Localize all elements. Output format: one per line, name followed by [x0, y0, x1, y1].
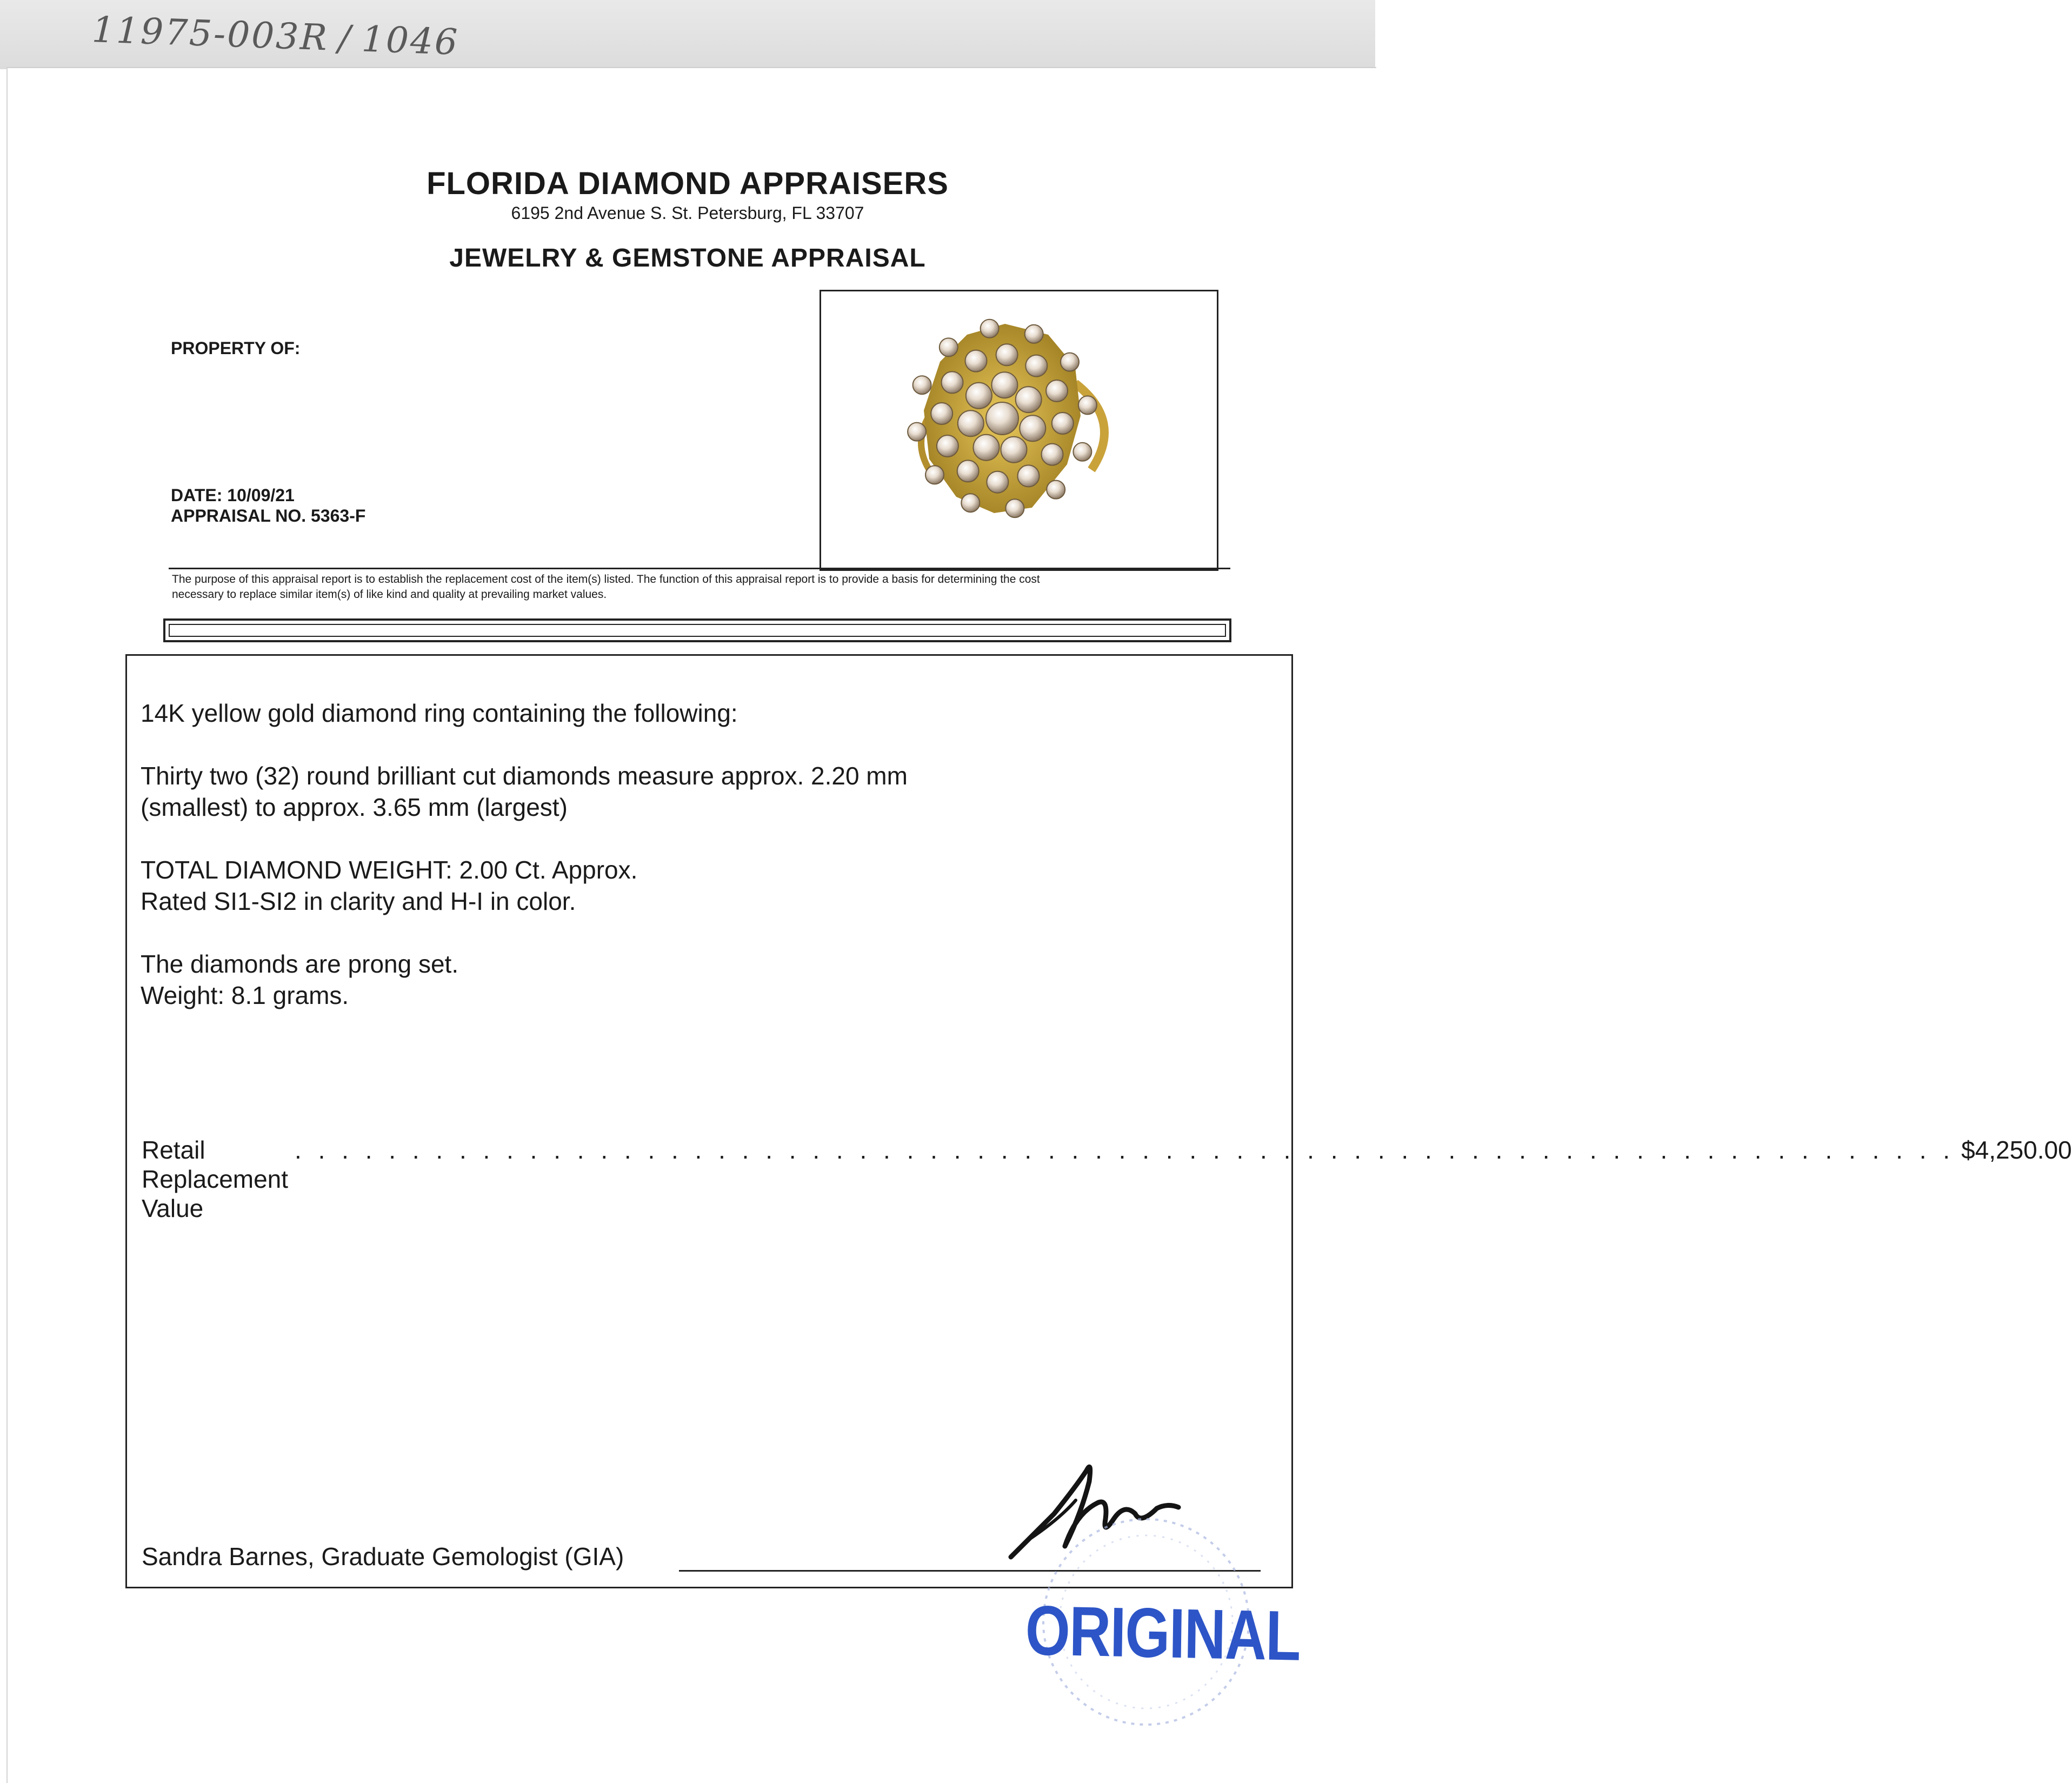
- ring-photo-frame: [820, 290, 1218, 571]
- diamond-stone: [1046, 380, 1068, 402]
- diamond-stone: [965, 350, 987, 372]
- diamond-stone: [1042, 444, 1063, 465]
- company-address: 6195 2nd Avenue S. St. Petersburg, FL 33707: [511, 203, 864, 223]
- diamond-stone: [986, 402, 1018, 435]
- diamond-stone: [940, 338, 958, 356]
- diamond-stone: [1025, 355, 1047, 377]
- diamond-stone: [991, 372, 1017, 398]
- disclaimer-line-1: The purpose of this appraisal report is to establish the replacement cost of the item(s) listed. The function of this appraisal report is to provide a basis for determining the cost: [172, 573, 1040, 586]
- handwritten-note-left: 11975-003R: [91, 9, 330, 59]
- diamonds-line-1: Thirty two (32) round brilliant cut diamonds measure approx. 2.20 mm: [141, 762, 908, 790]
- diamond-stone: [1078, 396, 1097, 414]
- original-stamp: ORIGINAL: [1024, 1590, 1301, 1675]
- date-row: [171, 485, 295, 505]
- header-rule: [169, 568, 1230, 569]
- diamond-stone: [925, 465, 944, 484]
- weight-line-1: TOTAL DIAMOND WEIGHT: 2.00 Ct. Approx.: [141, 856, 638, 884]
- diamond-stone: [1005, 499, 1024, 517]
- ring-photo: [821, 291, 1217, 569]
- date-label: DATE:: [171, 485, 223, 505]
- diamond-stone: [996, 344, 1018, 365]
- leader-dots: . . . . . . . . . . . . . . . . . . . . . . . . . . . . . . . . . . . . . . . . . . . . . . . . . . . . . . . . . . . . . . . . . . . . . . .: [295, 1136, 1955, 1164]
- diamond-stone: [1052, 413, 1074, 434]
- diamond-stone: [942, 371, 963, 393]
- retail-value-row: [142, 1135, 2072, 1223]
- diamond-stone: [981, 320, 999, 338]
- property-label: PROPERTY OF:: [171, 338, 301, 358]
- retail-value-label: Retail Replacement Value: [142, 1136, 289, 1222]
- appraisal-value: 5363-F: [311, 506, 366, 525]
- company-name: FLORIDA DIAMOND APPRAISERS: [427, 166, 949, 201]
- disclaimer: [172, 572, 1231, 602]
- diamond-stone: [937, 435, 958, 457]
- diamond-stone: [961, 494, 980, 512]
- diamond-stone: [957, 460, 979, 482]
- diamond-stone: [1018, 465, 1040, 487]
- diamond-stone: [1073, 443, 1091, 461]
- diamond-stone: [966, 383, 992, 409]
- handwritten-note: 11975-003R / 1046: [91, 9, 460, 63]
- diamond-stone: [1016, 387, 1042, 413]
- diamonds-line-2: (smallest) to approx. 3.65 mm (largest): [141, 793, 568, 821]
- separator-box: [163, 618, 1231, 642]
- setting-line-2: Weight: 8.1 grams.: [141, 981, 349, 1009]
- signer-name: Sandra Barnes, Graduate Gemologist (GIA): [142, 1542, 624, 1571]
- diamond-cluster: [908, 320, 1097, 517]
- diamond-stone: [1001, 437, 1027, 463]
- handwritten-note-right: 1046: [361, 18, 460, 63]
- diamond-stone: [913, 376, 931, 394]
- diamond-stone: [987, 471, 1008, 493]
- diamond-stone: [1047, 481, 1065, 499]
- diamond-stone: [1020, 415, 1045, 441]
- appraisal-label: APPRAISAL NO.: [171, 506, 307, 525]
- setting-line-1: The diamonds are prong set.: [141, 950, 459, 978]
- date-value: 10/09/21: [227, 485, 295, 505]
- weight-line-2: Rated SI1-SI2 in clarity and H-I in color.: [141, 887, 576, 915]
- description-intro: 14K yellow gold diamond ring containing the following:: [141, 699, 738, 727]
- appraisal-row: [171, 506, 365, 526]
- diamond-stone: [1025, 325, 1043, 343]
- disclaimer-line-2: necessary to replace similar item(s) of like kind and quality at prevailing market values.: [172, 588, 607, 601]
- diamond-stone: [1061, 353, 1079, 371]
- diamond-stone: [908, 423, 926, 441]
- document-title: JEWELRY & GEMSTONE APPRAISAL: [449, 244, 926, 272]
- diamond-stone: [958, 410, 984, 436]
- diamond-stone: [974, 435, 1000, 461]
- diamond-stone: [931, 403, 952, 424]
- retail-value-amount: $4,250.00: [1961, 1136, 2072, 1164]
